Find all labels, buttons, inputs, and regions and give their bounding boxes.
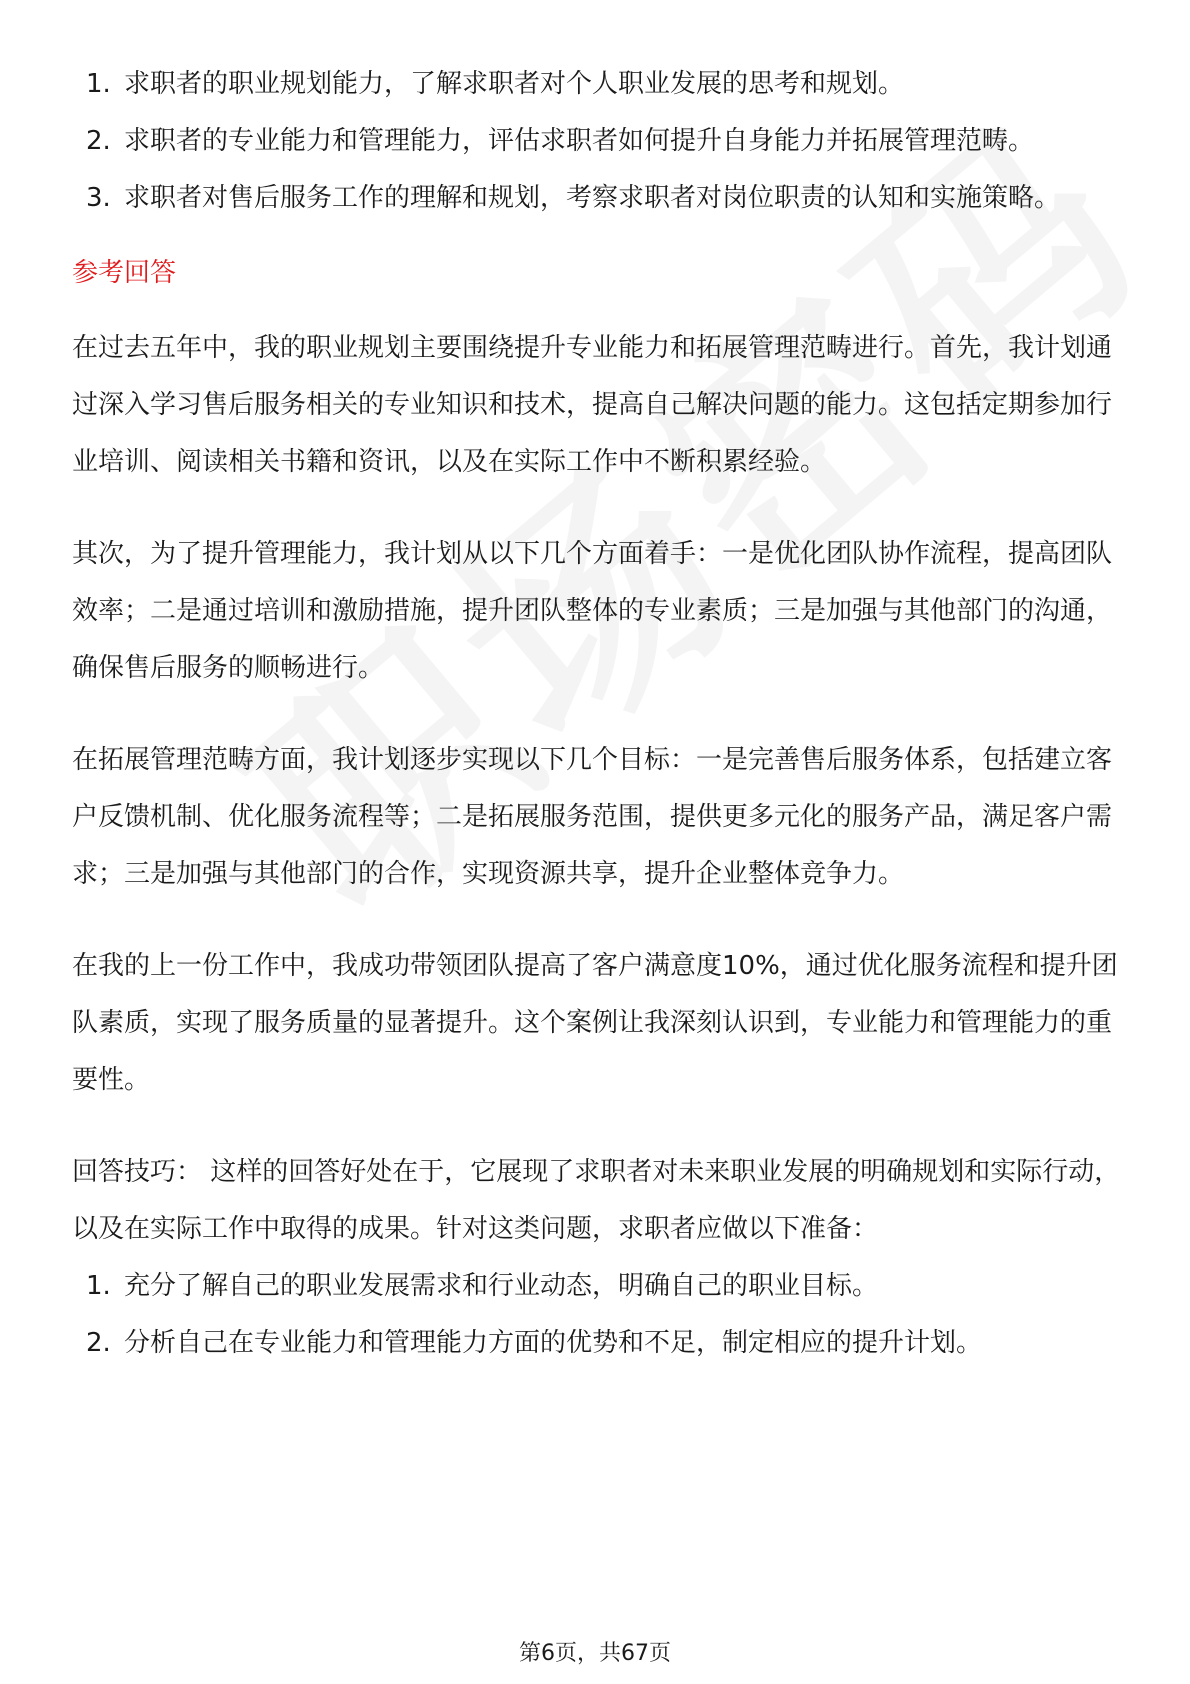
page-content — [72, 56, 1122, 1372]
list-item-number: 1. — [86, 69, 111, 99]
list-item — [72, 56, 1122, 113]
preparation-list — [72, 1258, 1122, 1372]
list-item-text: 充分了解自己的职业发展需求和行业动态，明确自己的职业目标。 — [124, 1271, 879, 1301]
answer-tips-paragraph: 回答技巧： 这样的回答好处在于，它展现了求职者对未来职业发展的明确规划和实际行动，以及在实际工作中取得的成果。针对这类问题，求职者应做以下准备： — [72, 1157, 1121, 1244]
list-item-text: 求职者的职业规划能力，了解求职者对个人职业发展的思考和规划。 — [124, 69, 905, 99]
answer-paragraph: 在我的上一份工作中，我成功带领团队提高了客户满意度10%，通过优化服务流程和提升团队素质，实现了服务质量的显著提升。这个案例让我深刻认识到，专业能力和管理能力的重要性。 — [72, 951, 1118, 1095]
answer-paragraph: 其次，为了提升管理能力，我计划从以下几个方面着手：一是优化团队协作流程，提高团队效率；二是通过培训和激励措施，提升团队整体的专业素质；三是加强与其他部门的沟通，确保售后服务的顺畅进行。 — [72, 539, 1113, 683]
answer-paragraph: 在过去五年中，我的职业规划主要围绕提升专业能力和拓展管理范畴进行。首先，我计划通过深入学习售后服务相关的专业知识和技术，提高自己解决问题的能力。这包括定期参加行业培训、阅读相关书籍和资讯，以及在实际工作中不断积累经验。 — [72, 333, 1113, 477]
list-item — [72, 1315, 1122, 1372]
question-points-list — [72, 56, 1122, 227]
list-item-text: 求职者的专业能力和管理能力，评估求职者如何提升自身能力并拓展管理范畴。 — [124, 126, 1035, 156]
list-item-number: 2. — [86, 1328, 111, 1358]
list-item — [72, 1258, 1122, 1315]
list-item-text: 求职者对售后服务工作的理解和规划，考察求职者对岗位职责的认知和实施策略。 — [124, 183, 1061, 213]
list-item-number: 1. — [86, 1271, 111, 1301]
list-item — [72, 170, 1122, 227]
list-item-number: 3. — [86, 183, 111, 213]
section-title: 参考回答 — [72, 258, 177, 288]
page-number-footer: 第6页，共67页 — [519, 1641, 671, 1666]
list-item-text: 分析自己在专业能力和管理能力方面的优势和不足，制定相应的提升计划。 — [124, 1328, 983, 1358]
answer-paragraph: 在拓展管理范畴方面，我计划逐步实现以下几个目标：一是完善售后服务体系，包括建立客户反馈机制、优化服务流程等；二是拓展服务范围，提供更多元化的服务产品，满足客户需求；三是加强与其他部门的合作，实现资源共享，提升企业整体竞争力。 — [72, 745, 1113, 889]
list-item — [72, 113, 1122, 170]
list-item-number: 2. — [86, 126, 111, 156]
